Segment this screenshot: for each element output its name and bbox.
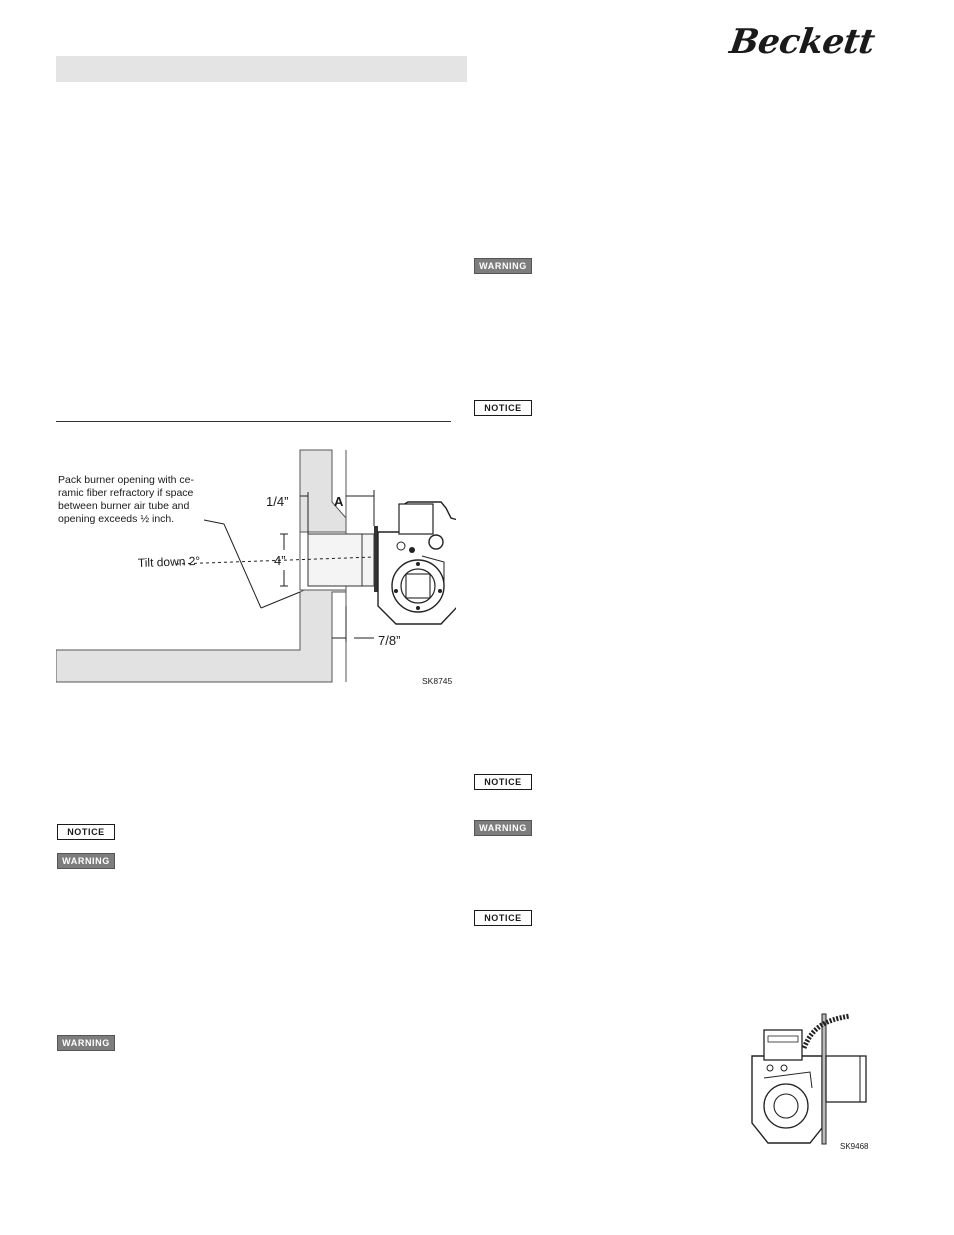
callout-line-2: ramic fiber refractory if space [58, 487, 194, 499]
warning-badge: WARNING [474, 820, 532, 836]
dimension-quarter-inch: 1/4” [266, 494, 289, 509]
notice-badge: NOTICE [474, 400, 532, 416]
beckett-logo: Beckett [727, 22, 877, 62]
warning-badge: WARNING [57, 1035, 115, 1051]
callout-line-3: between burner air tube and [58, 500, 190, 512]
dimension-seven-eighths: 7/8” [378, 633, 401, 648]
burner-side-figure [740, 1008, 880, 1158]
burner-installation-figure [56, 446, 456, 691]
notice-badge: NOTICE [57, 824, 115, 840]
warning-badge: WARNING [474, 258, 532, 274]
tilt-label: Tilt down 2° [137, 553, 201, 570]
dimension-a: A [334, 494, 344, 509]
callout-line-1: Pack burner opening with ce- [58, 474, 194, 486]
installation-diagram [56, 446, 456, 686]
notice-badge: NOTICE [474, 774, 532, 790]
burner-side-diagram [740, 1008, 880, 1153]
dimension-four-inch: 4” [274, 553, 286, 568]
figure-code: SK9468 [840, 1142, 869, 1151]
section-divider [56, 421, 451, 422]
notice-badge: NOTICE [474, 910, 532, 926]
figure-code: SK8745 [422, 676, 453, 686]
callout-line-4: opening exceeds ½ inch. [58, 513, 175, 525]
burner-body [378, 502, 456, 624]
air-tube [308, 534, 374, 586]
warning-badge: WARNING [57, 853, 115, 869]
section-header-bar [56, 56, 467, 82]
